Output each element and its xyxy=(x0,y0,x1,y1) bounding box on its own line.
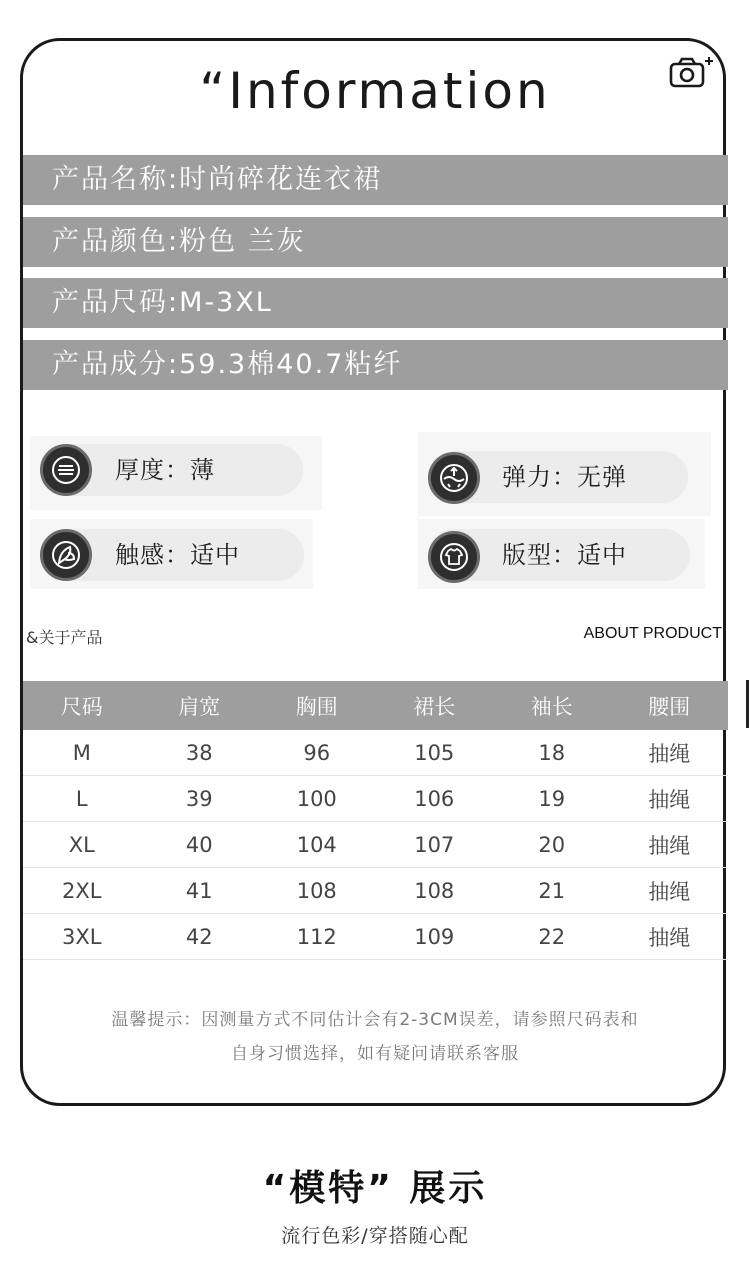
col-header: 尺码 xyxy=(23,681,141,730)
attr-touch xyxy=(30,519,313,589)
col-header: 肩宽 xyxy=(141,681,259,730)
table-row xyxy=(23,868,728,914)
table-row xyxy=(23,730,728,776)
layers-icon xyxy=(40,444,92,496)
table-cell: 抽绳 xyxy=(611,914,729,960)
tip-line-2: 自身习惯选择，如有疑问请联系客服 xyxy=(231,1044,519,1064)
table-cell: 109 xyxy=(376,914,494,960)
table-cell: 105 xyxy=(376,730,494,776)
table-cell: 19 xyxy=(493,776,611,822)
info-bar-color: 产品颜色:粉色 兰灰 xyxy=(23,217,728,267)
info-bar-size: 产品尺码:M-3XL xyxy=(23,278,728,328)
table-cell: 108 xyxy=(376,868,494,914)
table-cell: 22 xyxy=(493,914,611,960)
table-cell: 96 xyxy=(258,730,376,776)
table-cell: 2XL xyxy=(23,868,141,914)
table-cell: 100 xyxy=(258,776,376,822)
attr-thickness xyxy=(30,436,322,510)
table-cell: 112 xyxy=(258,914,376,960)
table-cell: 108 xyxy=(258,868,376,914)
attr-fit-label: 版型：适中 xyxy=(502,541,627,569)
table-cell: 106 xyxy=(376,776,494,822)
table-cell: 40 xyxy=(141,822,259,868)
table-cell: 39 xyxy=(141,776,259,822)
table-cell: 104 xyxy=(258,822,376,868)
stretch-arrows-icon xyxy=(428,452,480,504)
table-cell: 抽绳 xyxy=(611,822,729,868)
attr-thickness-label: 厚度：薄 xyxy=(115,456,215,484)
attr-touch-label: 触感：适中 xyxy=(115,541,240,569)
attr-elasticity-label: 弹力：无弹 xyxy=(502,463,627,491)
table-row xyxy=(23,914,728,960)
model-section-subtitle: 流行色彩/穿搭随心配 xyxy=(281,1225,469,1247)
about-product-en: ABOUT PRODUCT xyxy=(583,625,722,642)
table-row xyxy=(23,776,728,822)
header-title: “Information xyxy=(199,62,551,120)
table-cell: 3XL xyxy=(23,914,141,960)
table-cell: 21 xyxy=(493,868,611,914)
col-header: 腰围 xyxy=(611,681,729,730)
model-section-title: “模特” 展示 xyxy=(262,1168,488,1209)
col-header: 裙长 xyxy=(376,681,494,730)
table-cell: 抽绳 xyxy=(611,776,729,822)
table-cell: 41 xyxy=(141,868,259,914)
tip-line-1: 温馨提示：因测量方式不同估计会有2-3CM误差，请参照尺码表和 xyxy=(111,1010,639,1030)
info-bar-name: 产品名称:时尚碎花连衣裙 xyxy=(23,155,728,205)
table-row xyxy=(23,822,728,868)
info-bar-material: 产品成分:59.3棉40.7粘纤 xyxy=(23,340,728,390)
attr-fit xyxy=(418,519,705,589)
table-cell: 42 xyxy=(141,914,259,960)
edge-marker xyxy=(746,680,749,728)
table-cell: 抽绳 xyxy=(611,730,729,776)
feather-icon xyxy=(40,529,92,581)
table-cell: M xyxy=(23,730,141,776)
table-cell: 107 xyxy=(376,822,494,868)
table-cell: XL xyxy=(23,822,141,868)
size-table xyxy=(23,681,728,960)
col-header: 胸围 xyxy=(258,681,376,730)
table-cell: 20 xyxy=(493,822,611,868)
about-product-cn: &关于产品 xyxy=(26,628,103,647)
tshirt-icon xyxy=(428,531,480,583)
table-cell: 38 xyxy=(141,730,259,776)
table-cell: L xyxy=(23,776,141,822)
size-table-header xyxy=(23,681,728,730)
table-cell: 抽绳 xyxy=(611,868,729,914)
table-cell: 18 xyxy=(493,730,611,776)
attr-elasticity xyxy=(418,432,711,516)
col-header: 袖长 xyxy=(493,681,611,730)
